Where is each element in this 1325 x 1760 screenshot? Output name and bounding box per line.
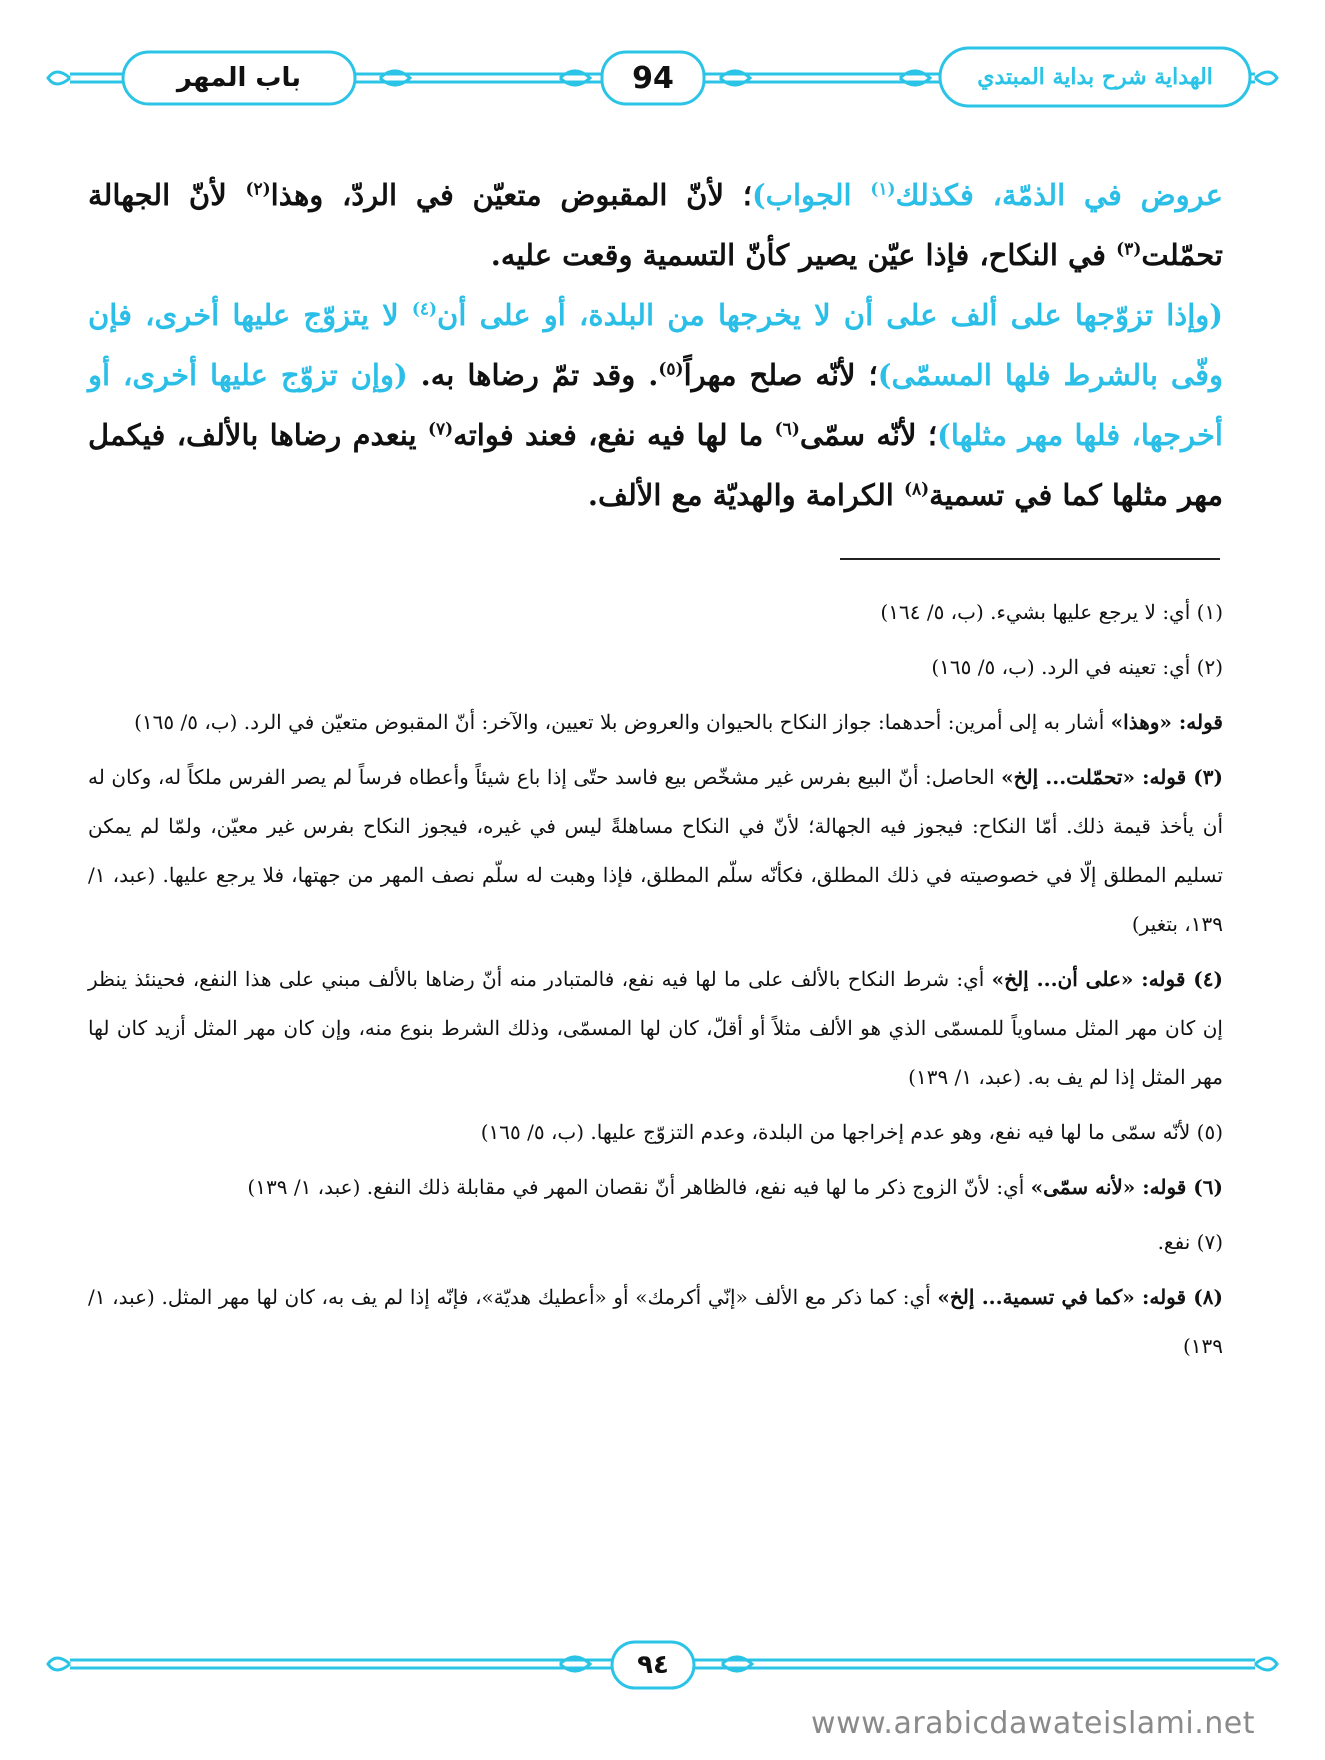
footnote-ref: (٣) <box>1116 239 1142 260</box>
commentary-text: في النكاح، فإذا عيّن يصير كأنّ التسمية وقعت عليه. <box>490 238 1117 272</box>
matn-text: الجواب) <box>751 178 871 212</box>
commentary-text: الكرامة والهديّة مع الألف. <box>587 478 904 512</box>
footnote-body: الحاصل: أنّ البيع بفرس غير مشخّص بيع فاسد حتّى إذا باع شيئاً وأعطاه فرساً لم يصر الفرس ملكاً له، وكان له أن يأخذ قيمة ذلك. أمّا النكاح: فيجوز فيه الجهالة؛ لأنّ في النكاح مساهلةً ليس في غيره، فيجوز النكاح بفرس غير معيّن، ولمّا لم يمكن تسليم المطلق إلّا في خصوصيته في ذلك المطلق، فكأنّه سلّم المطلق، فإذا وهبت له سلّم نصف المهر من جهتها، فلا يرجع عليها. (عبد، ١/ ١٣٩، بتغير) <box>88 765 1223 936</box>
footnote-ref: (٤) <box>411 299 438 320</box>
footnote-lead: قوله: «وهذا» <box>1110 710 1223 734</box>
website-url: www.arabicdawateislami.net <box>811 1706 1255 1741</box>
main-text <box>88 165 1223 525</box>
footnote-6 <box>88 1163 1223 1212</box>
matn-text: لا يتزوّج عليها أخرى، فإن وفّى بالشرط فلها المسمّى) <box>88 298 1223 392</box>
footnote-2: (٢) أي: تعينه في الرد. (ب، ٥/ ١٦٥) <box>931 655 1223 679</box>
footnote-ref: (٥) <box>658 359 684 380</box>
commentary-text: . وقد تمّ رضاها به. <box>407 358 659 392</box>
footnote-body: أي: شرط النكاح بالألف على ما لها فيه نفع، فالمتبادر منه أنّ رضاها بالألف مبني على هذا النفع، فحينئذ ينظر إن كان مهر المثل مساوياً للمسمّى الذي هو الألف مثلاً أو أقلّ، كان لها المسمّى، وذلك الشرط بنوع منه، وإن كان مهر المثل أزيد كان لها مهر المثل إذا لم يف به. (عبد، ١/ ١٣٩) <box>88 967 1223 1089</box>
footnote-ref: (٧) <box>427 419 454 440</box>
commentary-text: ؛ لأنّ المقبوض متعيّن في الردّ، وهذا <box>270 178 752 212</box>
commentary-text: ينعدم رضاها بالألف، فيكمل مهر مثلها كما في تسمية <box>88 418 1223 512</box>
book-title-logo: الهداية شرح بداية المبتدي <box>977 64 1213 90</box>
footnote-1: (١) أي: لا يرجع عليها بشيء. (ب، ٥/ ١٦٤) <box>880 600 1223 624</box>
matn-text: (وإذا تزوّجها على ألف على أن لا يخرجها من البلدة، أو على أن <box>437 298 1223 332</box>
main-paragraph-1 <box>88 165 1223 285</box>
footnote-lead: (٣) قوله: «تحمّلت... إلخ» <box>1001 765 1223 789</box>
commentary-text: ؛ لأنّه صلح مهراً <box>683 358 878 392</box>
footnotes <box>88 588 1223 1377</box>
commentary-text: ؛ لأنّه سمّى <box>799 418 938 452</box>
footnote-ref: (٢) <box>245 179 271 200</box>
footnote-4 <box>88 955 1223 1102</box>
commentary-text: ما لها فيه نفع، فعند فواته <box>453 418 775 452</box>
section-title: باب المهر <box>176 63 302 93</box>
footnote-ref: (٦) <box>774 419 800 440</box>
footnote-3 <box>88 753 1223 949</box>
page-number-footer: ٩٤ <box>637 1650 669 1680</box>
main-paragraph-2 <box>88 285 1223 525</box>
footnote-2-comment <box>88 698 1223 747</box>
footnote-8 <box>88 1273 1223 1371</box>
footnote-lead: (٨) قوله: «كما في تسمية... إلخ» <box>937 1285 1223 1309</box>
page-number-header: 94 <box>632 60 674 96</box>
footnote-5: (٥) لأنّه سمّى ما لها فيه نفع، وهو عدم إخراجها من البلدة، وعدم التزوّج عليها. (ب، ٥/ ١٦٥) <box>480 1120 1223 1144</box>
matn-text: عروض في الذمّة، فكذلك <box>895 178 1223 212</box>
footnote-7: (٧) نفع. <box>1157 1230 1223 1254</box>
footnote-body: أشار به إلى أمرين: أحدهما: جواز النكاح بالحيوان والعروض بلا تعيين، والآخر: أنّ المقبوض متعيّن في الرد. (ب، ٥/ ١٦٥) <box>134 710 1111 734</box>
footnote-body: أي: كما ذكر مع الألف «إنّي أكرمك» أو «أعطيك هديّة»، فإنّه إذا لم يف به، كان لها مهر المثل. (عبد، ١/ ١٣٩) <box>88 1285 1223 1358</box>
footnote-lead: (٦) قوله: «لأنه سمّى» <box>1030 1175 1223 1199</box>
matn-text: (وإن تزوّج عليها أخرى، أو أخرجها، فلها مهر مثلها) <box>88 358 1223 452</box>
footnote-body: أي: لأنّ الزوج ذكر ما لها فيه نفع، فالظاهر أنّ نقصان المهر في مقابلة ذلك النفع. (عبد، ١/ ١٣٩) <box>247 1175 1031 1199</box>
footnote-ref: (١) <box>870 179 896 200</box>
footnote-lead: (٤) قوله: «على أن... إلخ» <box>991 967 1223 991</box>
footnote-divider <box>840 558 1220 560</box>
footnote-ref: (٨) <box>903 479 930 500</box>
commentary-text: لأنّ الجهالة تحمّلت <box>88 178 1223 272</box>
